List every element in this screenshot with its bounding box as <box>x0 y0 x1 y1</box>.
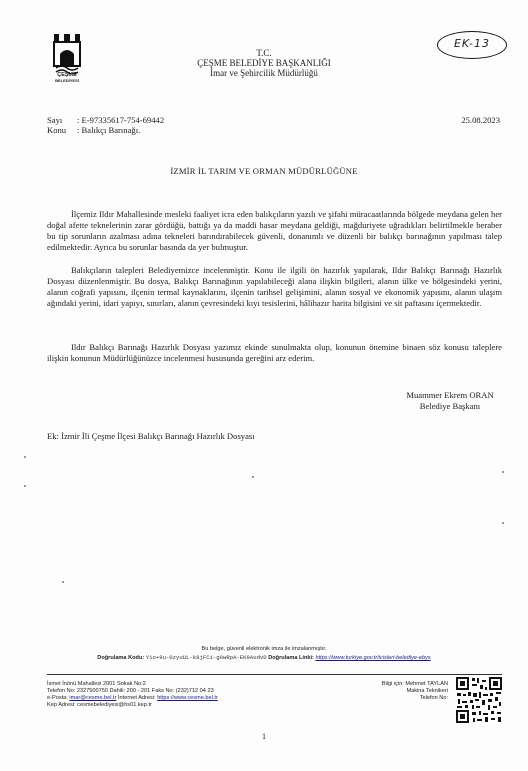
verification-code-label: Doğrulama Kodu: <box>97 655 145 661</box>
scan-mark <box>62 581 64 583</box>
e-signature-notice: Bu belge, güvenli elektronik imza ile imzalanmıştır. <box>201 646 327 652</box>
verification-code: Y1o+9u-0zyuUL-k8jFCi-g6wRpA-EK9AudvD <box>145 654 267 661</box>
verification-row <box>40 654 488 662</box>
scan-mark <box>24 456 26 458</box>
email-label: e-Posta: <box>47 694 68 701</box>
verification-link-label: Doğrulama Linki: <box>268 655 314 661</box>
verification-link[interactable]: https://www.turkiye.gov.tr/icisleri-belediye-ebys <box>315 655 431 661</box>
signer-name: Muammer Ekrem ORAN <box>406 390 494 400</box>
logo-text: ÇEŞME <box>57 72 77 78</box>
scan-mark <box>502 522 504 524</box>
signer-title: Belediye Başkanı <box>419 401 481 411</box>
konu-label: Konu <box>47 125 67 135</box>
recipient-heading: İZMİR İL TARIM VE ORMAN MÜDÜRLÜĞÜNE <box>170 166 358 176</box>
scan-mark <box>24 485 26 487</box>
footer-address: İsmet İnönü Mahallesi 2001 Sokak No:2 <box>47 681 146 687</box>
footer-contact <box>47 681 287 709</box>
info-contact: Bilgi için: Mehmet TAYLAN <box>381 681 448 687</box>
header-line-3: İmar ve Şehircilik Müdürlüğü <box>210 68 318 78</box>
body-paragraph-3: Ildır Balıkçı Barınağı Hazırlık Dosyası yazımız ekinde sunulmakta olup, konunun önemine binaen söz konusu taleplere ilişkin konunun Müdürlüğünüzce incelenmesi hususunda gereğini arz ederim. <box>47 342 502 363</box>
logo-wordmark <box>46 72 88 84</box>
sayi-value: : E-97335617-754-69442 <box>77 115 165 125</box>
document-date: 25.08.2023 <box>461 115 500 125</box>
logo-subtext: BELEDİYESİ <box>55 78 79 83</box>
web-link[interactable]: https://www.cesme.bel.tr <box>157 694 218 701</box>
footer-phone: Telefon No: 2327500750 Dahili: 200 - 201 Faks No: (232)712 04 23 <box>47 687 214 694</box>
footer-email-web <box>47 695 287 702</box>
scan-mark <box>502 471 504 473</box>
footer-divider <box>47 674 502 675</box>
body-paragraph-1: İlçemiz Ildır Mahallesinde mesleki faaliyet icra eden balıkçıların yazılı ve şifahi müracaatlarında bölgede meydana gelen her doğal afette teknelerinin zarar gördüğü, battığı ya da maddi hasar meydana geldiği, mağduriyete uğradıkları belirtilmekle beraber bu tip sorunların azalması adına tekneleri barındırabilecek güvenli, donanımlı ve düzenli bir balıkçı barınağının yapılması talep edilmektedir. Ayrıca bu sorunlar basında da yer bulmuştur. <box>47 209 502 252</box>
footer-kep: Kep Adresi: cesmebelediyesi@hs01.kep.tr <box>47 701 152 708</box>
page-number: 1 <box>261 731 267 741</box>
annex-line: Ek: İzmir İli Çeşme İlçesi Balıkçı Barınağı Hazırlık Dosyası <box>47 431 255 441</box>
subject-row <box>47 125 140 135</box>
body-paragraph-2: Balıkçıların talepleri Belediyemizce incelenmiştir. Konu ile ilgili ön hazırlık yapılarak, Ildır Balıkçı Barınağı Hazırlık Dosyası düzenlenmiştir. Bu dosya, Balıkçı Barınağının yapılabileceği alana ilişkin bilgileri, alanın ülke ve bölgesindeki yerini, alanın coğrafi yapısını, ilçenin termal kaynaklarını, ilçenin tarihsel gelişimini, alanın sosyal ve ekonomik yapısını, alanın ulaşım ağındaki yerini, idari yapıyı, sınırları, alanın çevresindeki kıyı tesislerini, hâlihazır harita bilgisini ve sit paftasını içermektedir. <box>47 265 502 308</box>
cesme-municipality-logo <box>52 28 82 74</box>
info-phone: Telefon No: <box>419 694 448 701</box>
email-link[interactable]: imar@cesme.bel.tr <box>69 694 117 701</box>
reference-number-row <box>47 115 164 125</box>
header-line-1: T.C. <box>256 48 272 58</box>
konu-value: : Balıkçı Barınağı. <box>77 125 141 135</box>
annex-stamp <box>437 31 507 59</box>
web-label: İnternet Adresi: <box>118 694 156 701</box>
sayi-label: Sayı <box>47 115 63 125</box>
info-role: Makina Teknikeri <box>406 687 448 694</box>
annex-stamp-text: EK-13 <box>453 37 491 50</box>
qr-code-icon <box>455 676 503 724</box>
footer-info <box>358 681 448 702</box>
scan-mark <box>252 476 254 478</box>
header-line-2: ÇEŞME BELEDİYE BAŞKANLIĞI <box>197 58 331 68</box>
